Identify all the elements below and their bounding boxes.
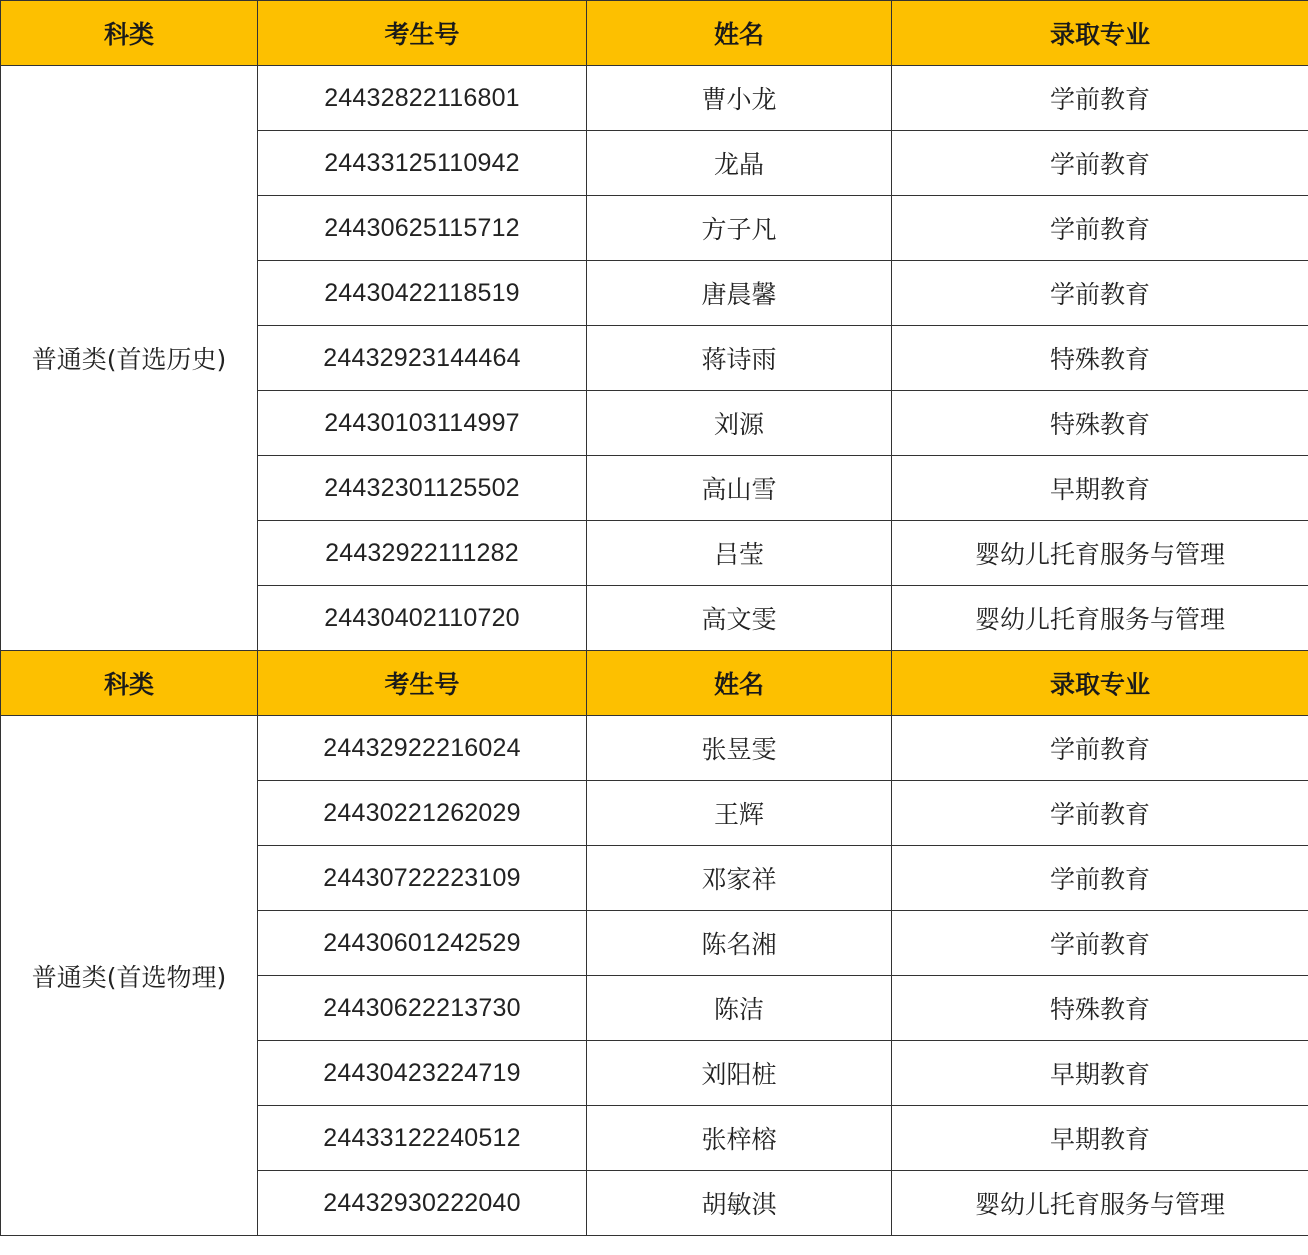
student-name-cell: 曹小龙 — [587, 66, 892, 131]
exam-no-cell: 24432301125502 — [258, 456, 587, 521]
category-cell: 普通类(首选物理) — [1, 716, 258, 1236]
header-category: 科类 — [1, 651, 258, 716]
major-cell: 特殊教育 — [892, 391, 1308, 456]
student-name-cell: 刘阳桩 — [587, 1041, 892, 1106]
student-name-cell: 陈洁 — [587, 976, 892, 1041]
table-header-row — [1, 651, 1308, 716]
header-major: 录取专业 — [892, 651, 1308, 716]
major-cell: 学前教育 — [892, 716, 1308, 781]
student-name-cell: 胡敏淇 — [587, 1171, 892, 1236]
major-cell: 学前教育 — [892, 781, 1308, 846]
exam-no-cell: 24430103114997 — [258, 391, 587, 456]
header-exam-no: 考生号 — [258, 651, 587, 716]
major-cell: 早期教育 — [892, 1106, 1308, 1171]
exam-no-cell: 24430722223109 — [258, 846, 587, 911]
exam-no-cell: 24432930222040 — [258, 1171, 587, 1236]
major-cell: 早期教育 — [892, 456, 1308, 521]
exam-no-cell: 24432922111282 — [258, 521, 587, 586]
student-name-cell: 唐晨馨 — [587, 261, 892, 326]
student-name-cell: 刘源 — [587, 391, 892, 456]
student-name-cell: 陈名湘 — [587, 911, 892, 976]
exam-no-cell: 24433125110942 — [258, 131, 587, 196]
header-name: 姓名 — [587, 651, 892, 716]
exam-no-cell: 24430402110720 — [258, 586, 587, 651]
student-name-cell: 高文雯 — [587, 586, 892, 651]
student-name-cell: 王辉 — [587, 781, 892, 846]
student-name-cell: 吕莹 — [587, 521, 892, 586]
table-row — [1, 716, 1308, 781]
category-cell: 普通类(首选历史) — [1, 66, 258, 651]
header-exam-no: 考生号 — [258, 1, 587, 66]
table-header-row — [1, 1, 1308, 66]
student-name-cell: 蒋诗雨 — [587, 326, 892, 391]
major-cell: 特殊教育 — [892, 326, 1308, 391]
exam-no-cell: 24430423224719 — [258, 1041, 587, 1106]
major-cell: 学前教育 — [892, 66, 1308, 131]
exam-no-cell: 24430622213730 — [258, 976, 587, 1041]
header-name: 姓名 — [587, 1, 892, 66]
student-name-cell: 张昱雯 — [587, 716, 892, 781]
major-cell: 特殊教育 — [892, 976, 1308, 1041]
student-name-cell: 高山雪 — [587, 456, 892, 521]
major-cell: 婴幼儿托育服务与管理 — [892, 586, 1308, 651]
major-cell: 学前教育 — [892, 131, 1308, 196]
exam-no-cell: 24430221262029 — [258, 781, 587, 846]
admission-table-body — [1, 1, 1308, 1236]
exam-no-cell: 24430601242529 — [258, 911, 587, 976]
exam-no-cell: 24430625115712 — [258, 196, 587, 261]
major-cell: 学前教育 — [892, 911, 1308, 976]
major-cell: 婴幼儿托育服务与管理 — [892, 521, 1308, 586]
student-name-cell: 张梓榕 — [587, 1106, 892, 1171]
exam-no-cell: 24430422118519 — [258, 261, 587, 326]
major-cell: 学前教育 — [892, 846, 1308, 911]
student-name-cell: 龙晶 — [587, 131, 892, 196]
header-major: 录取专业 — [892, 1, 1308, 66]
header-category: 科类 — [1, 1, 258, 66]
exam-no-cell: 24432822116801 — [258, 66, 587, 131]
exam-no-cell: 24432923144464 — [258, 326, 587, 391]
student-name-cell: 邓家祥 — [587, 846, 892, 911]
major-cell: 学前教育 — [892, 196, 1308, 261]
student-name-cell: 方子凡 — [587, 196, 892, 261]
major-cell: 学前教育 — [892, 261, 1308, 326]
major-cell: 早期教育 — [892, 1041, 1308, 1106]
exam-no-cell: 24432922216024 — [258, 716, 587, 781]
exam-no-cell: 24433122240512 — [258, 1106, 587, 1171]
table-row — [1, 66, 1308, 131]
major-cell: 婴幼儿托育服务与管理 — [892, 1171, 1308, 1236]
